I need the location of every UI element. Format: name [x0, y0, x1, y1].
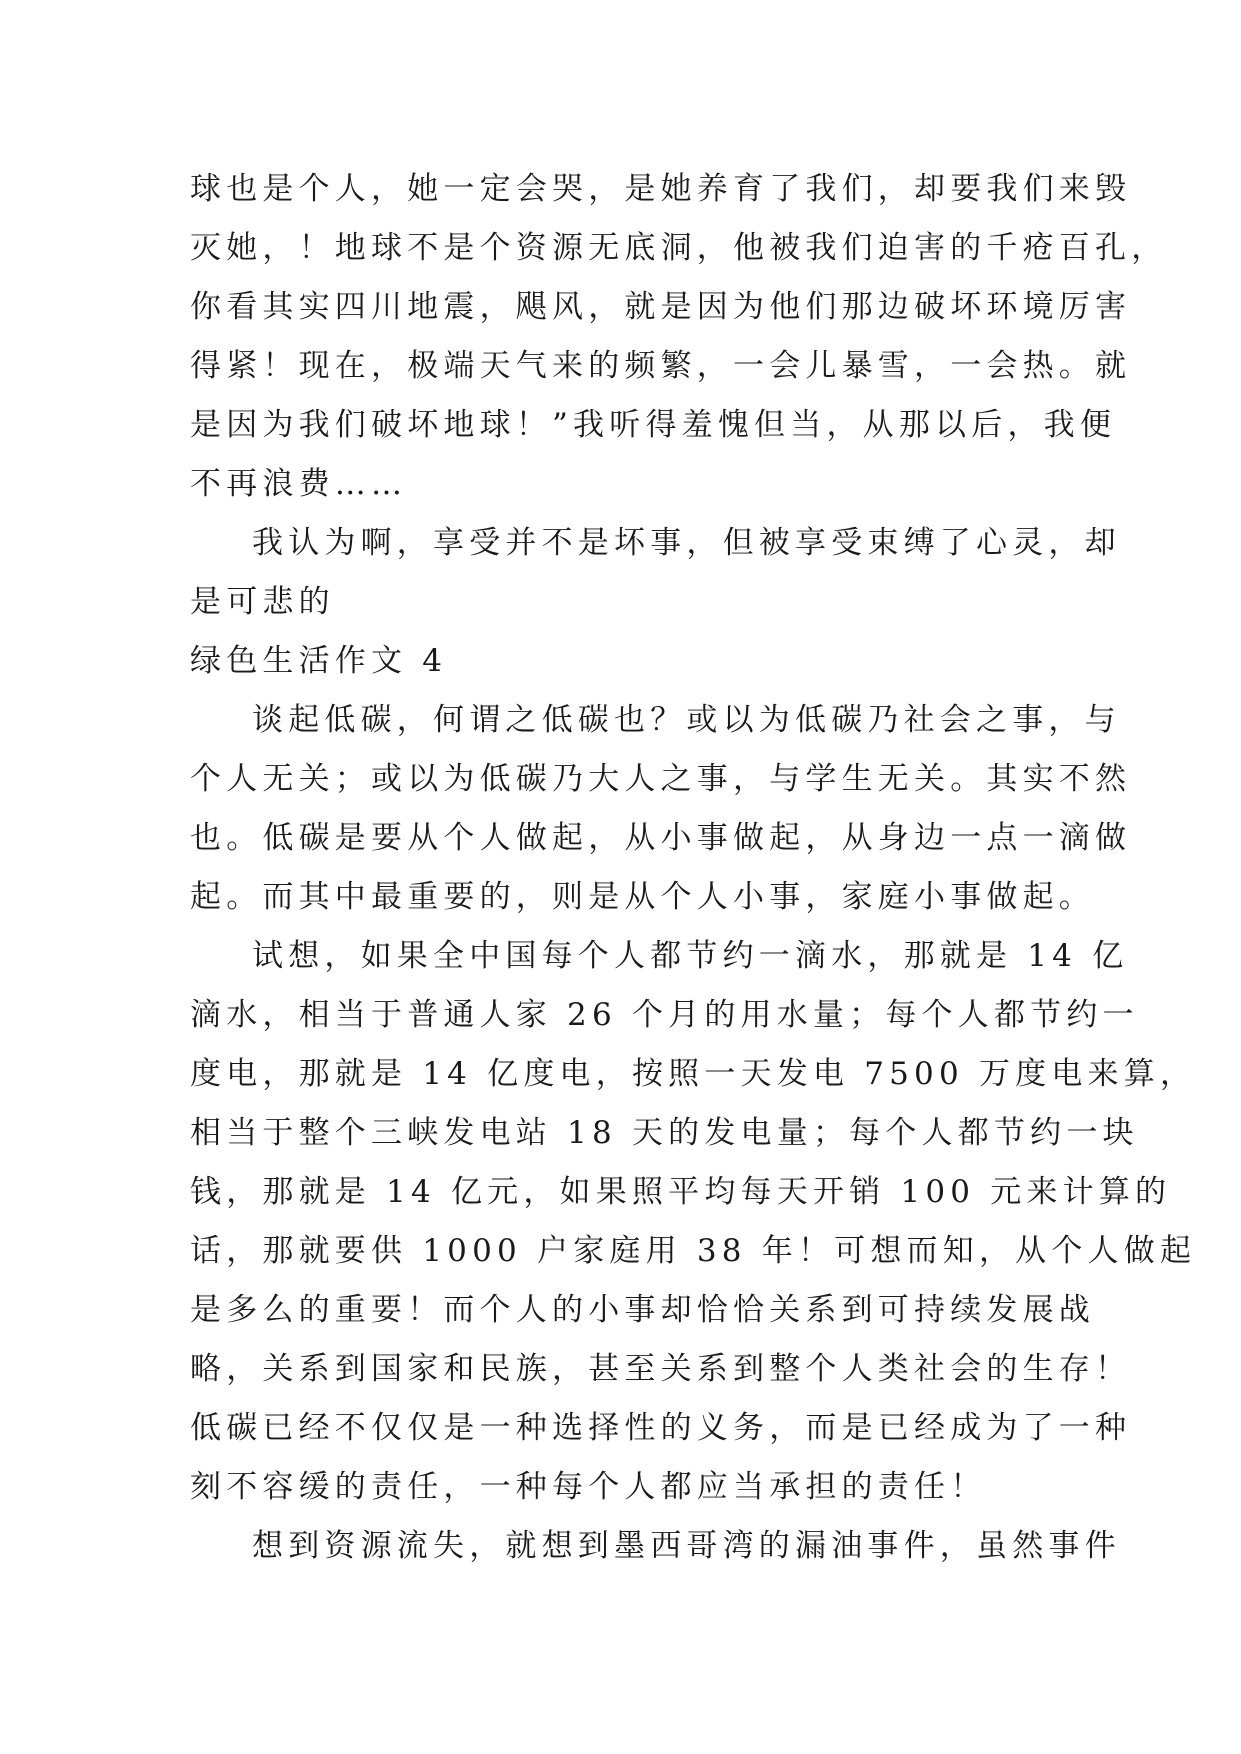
text-line: 相当于整个三峡发电站 18 天的发电量；每个人都节约一块 — [190, 1115, 1139, 1151]
paragraph-first-line: 试想，如果全中国每个人都节约一滴水，那就是 14 亿 — [252, 938, 1129, 974]
paragraph-first-line: 想到资源流失，就想到墨西哥湾的漏油事件，虽然事件 — [252, 1528, 1121, 1564]
paragraph-first-line: 我认为啊，享受并不是坏事，但被享受束缚了心灵，却 — [252, 525, 1121, 561]
text-line: 球也是个人，她一定会哭，是她养育了我们，却要我们来毁 — [190, 171, 1132, 207]
text-line: 个人无关；或以为低碳乃大人之事，与学生无关。其实不然 — [190, 761, 1132, 797]
text-line: 不再浪费…… — [190, 466, 408, 502]
text-line: 滴水，相当于普通人家 26 个月的用水量；每个人都节约一 — [190, 997, 1139, 1033]
text-line: 刻不容缓的责任，一种每个人都应当承担的责任！ — [190, 1469, 987, 1505]
text-line: 是可悲的 — [190, 584, 335, 620]
text-line: 灭她，！地球不是个资源无底洞，他被我们迫害的千疮百孔， — [190, 230, 1168, 266]
text-line: 略，关系到国家和民族，甚至关系到整个人类社会的生存！ — [190, 1351, 1132, 1387]
text-line: 起。而其中最重要的，则是从个人小事，家庭小事做起。 — [190, 879, 1095, 915]
text-line: 是因为我们破坏地球！”我听得羞愧但当，从那以后，我便 — [190, 407, 1117, 443]
section-heading: 绿色生活作文 4 — [190, 643, 448, 679]
text-line: 钱，那就是 14 亿元，如果照平均每天开销 100 元来计算的 — [190, 1174, 1172, 1210]
text-line: 你看其实四川地震，飓风，就是因为他们那边破坏环境厉害 — [190, 289, 1132, 325]
text-line: 是多么的重要！而个人的小事却恰恰关系到可持续发展战 — [190, 1292, 1095, 1328]
text-line: 得紧！现在，极端天气来的频繁，一会儿暴雪，一会热。就 — [190, 348, 1132, 384]
text-line: 低碳已经不仅仅是一种选择性的义务，而是已经成为了一种 — [190, 1410, 1132, 1446]
text-line: 也。低碳是要从个人做起，从小事做起，从身边一点一滴做 — [190, 820, 1132, 856]
text-line: 度电，那就是 14 亿度电，按照一天发电 7500 万度电来算， — [190, 1056, 1197, 1092]
text-line: 话，那就要供 1000 户家庭用 38 年！可想而知，从个人做起 — [190, 1233, 1197, 1269]
paragraph-first-line: 谈起低碳，何谓之低碳也？或以为低碳乃社会之事，与 — [252, 702, 1121, 738]
document-body — [190, 160, 1197, 1576]
